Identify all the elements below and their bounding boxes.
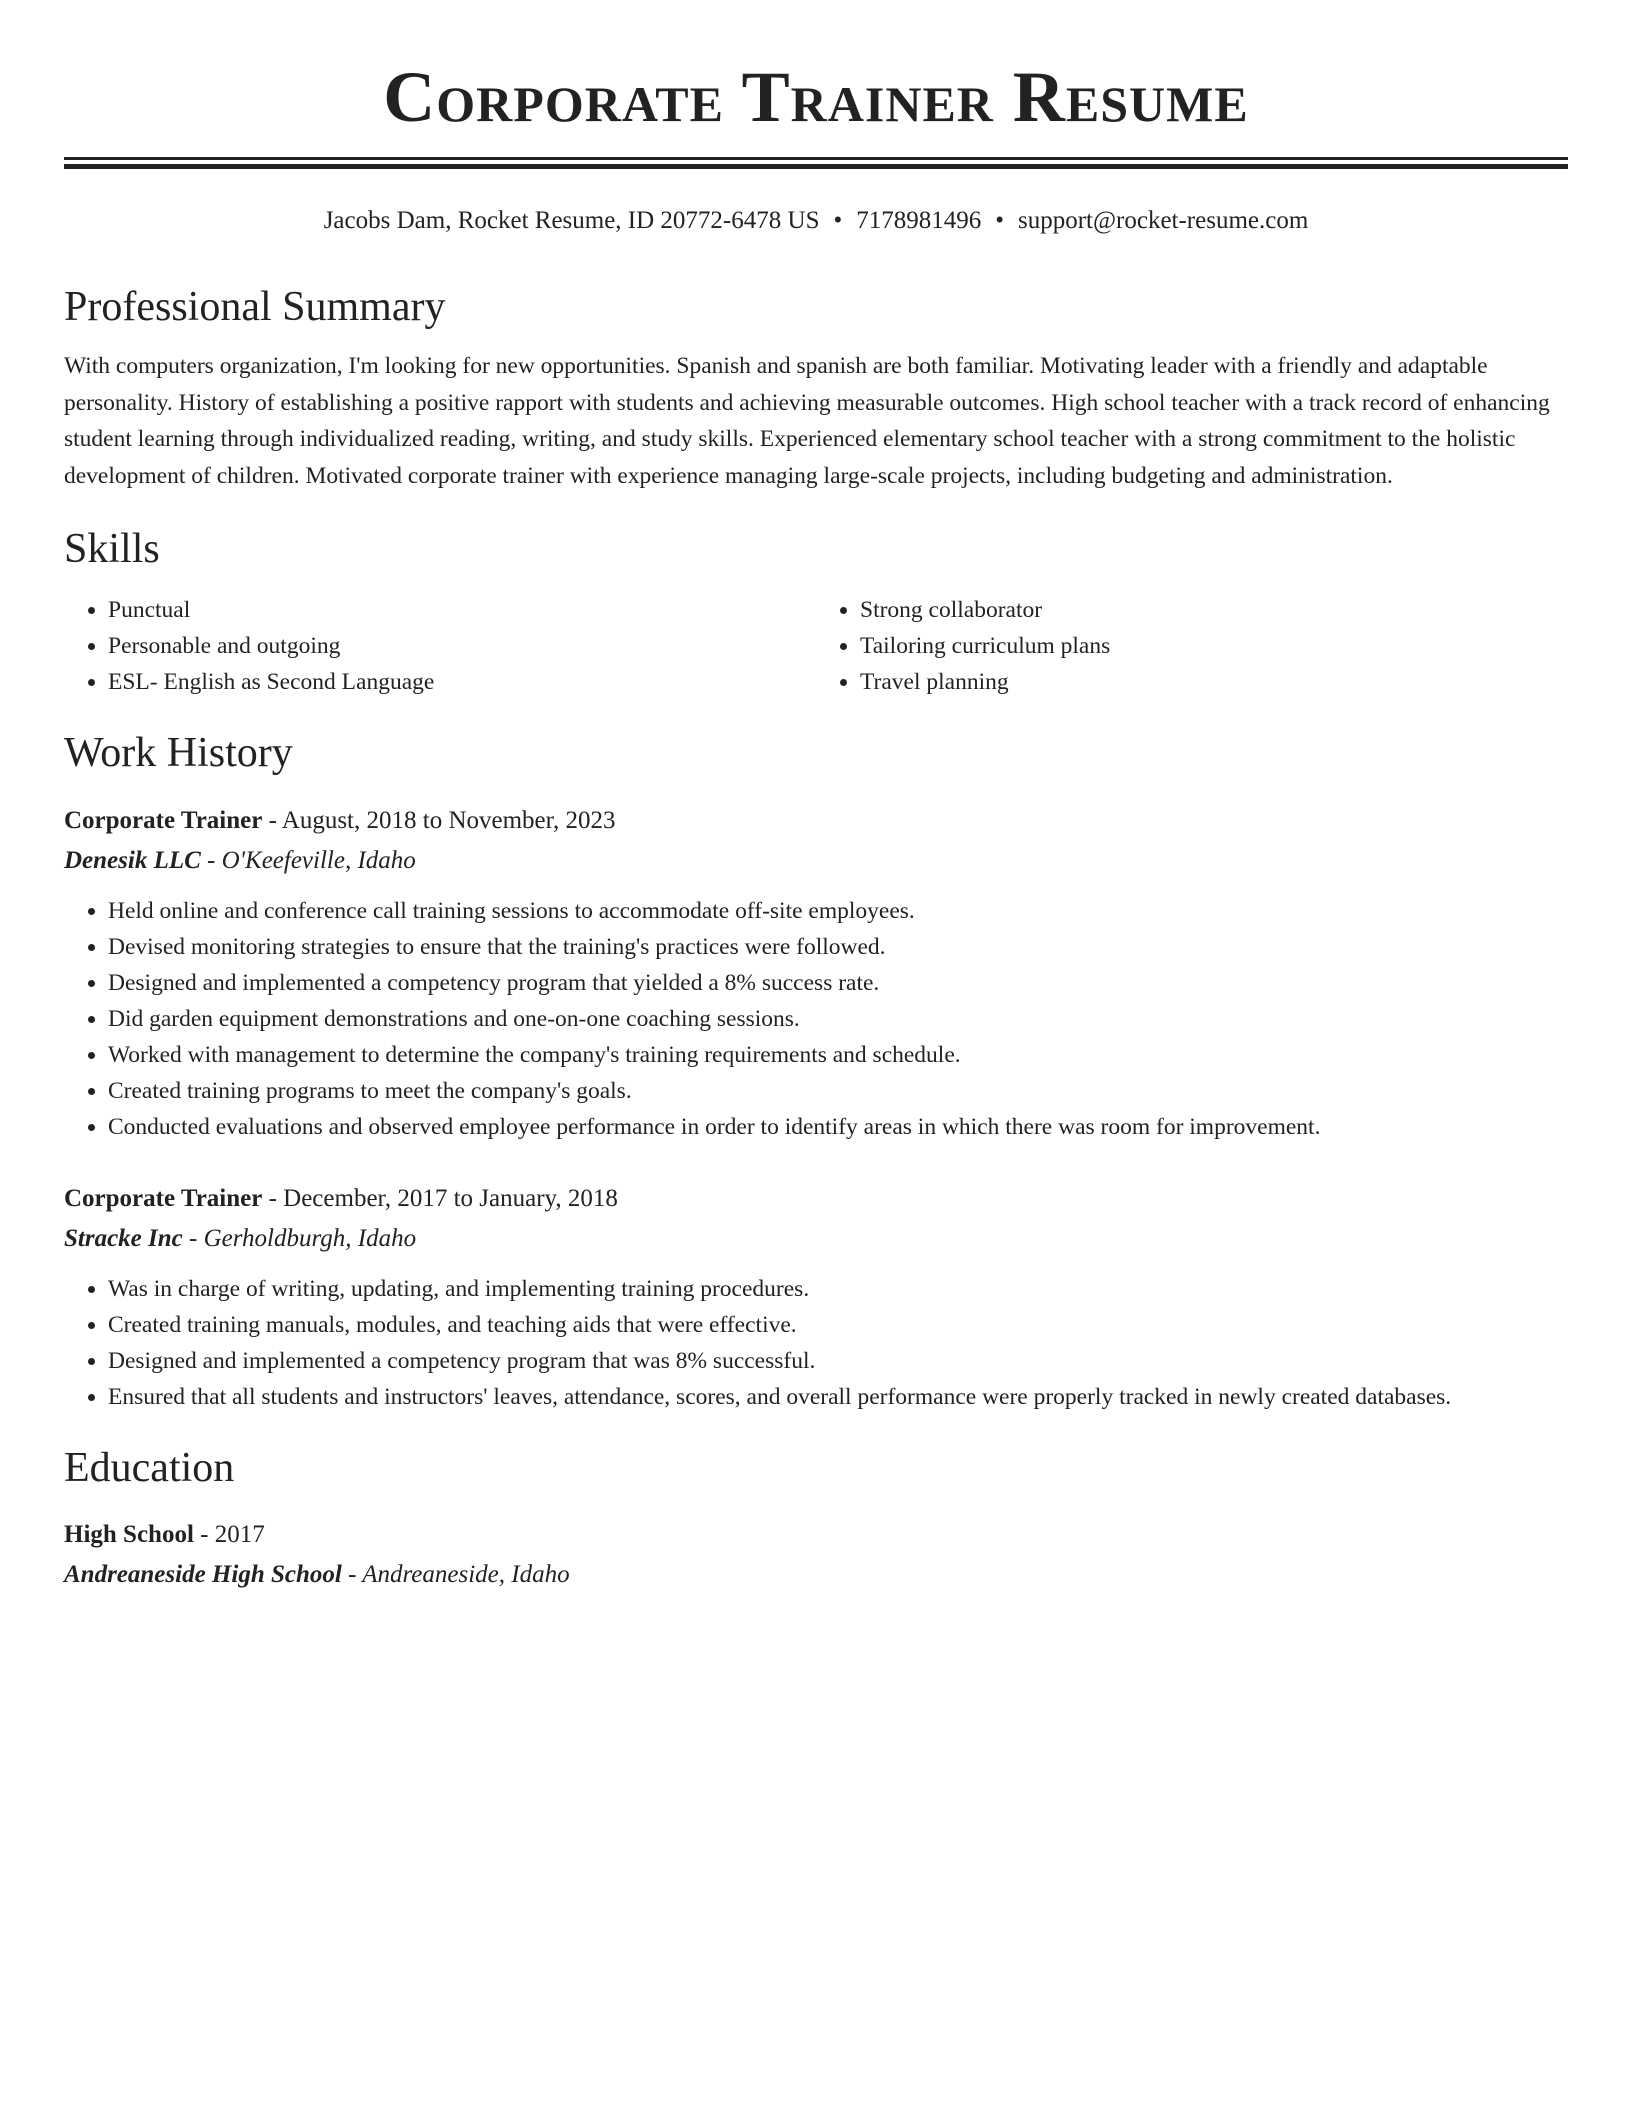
job-bullet: • Was in charge of writing, updating, and implementing training procedures. [108,1271,1568,1307]
job-entry [64,1179,1568,1415]
job-title: Corporate Trainer [64,806,263,834]
work-history-heading: Work History [64,730,293,777]
job-bullet: • Did garden equipment demonstrations and one-on-one coaching sessions. [108,1001,1568,1037]
company-line [64,841,1568,881]
job-dates: - August, 2018 to November, 2023 [262,806,616,834]
professional-summary-section [64,282,1568,494]
company-name: Stracke Inc [64,1224,183,1252]
degree-line [64,1515,1568,1555]
school-line [64,1555,1568,1595]
company-line [64,1219,1568,1259]
company-name: Denesik LLC [64,846,201,874]
contact-phone: 7178981496 [856,207,982,235]
company-location: - Gerholdburgh, Idaho [182,1224,417,1252]
resume-title: Corporate Trainer Resume [383,57,1249,137]
skills-section [64,524,1568,700]
skills-left-column [64,592,816,700]
job-bullets [64,893,1568,1145]
job-title: Corporate Trainer [64,1184,263,1212]
job-bullet: • Worked with management to determine the company's training requirements and schedule. [108,1037,1568,1073]
title-double-rule [64,157,1568,169]
education-heading: Education [64,1444,235,1491]
company-location: - O'Keefeville, Idaho [200,846,416,874]
job-title-line [64,801,1568,841]
graduation-year: - 2017 [193,1521,265,1549]
job-bullet: • Ensured that all students and instructors' leaves, attendance, scores, and overall performance were properly tracked in newly created databases. [108,1379,1568,1415]
contact-line [64,205,1568,238]
skill-item: • Punctual [108,592,816,628]
skills-columns [64,592,1568,700]
contact-address: Jacobs Dam, Rocket Resume, ID 20772-6478 US [323,207,820,235]
job-bullet: • Held online and conference call training sessions to accommodate off-site employees. [108,893,1568,929]
job-bullet: • Conducted evaluations and observed employee performance in order to identify areas in which there was room for improvement. [108,1109,1568,1145]
job-bullet: • Devised monitoring strategies to ensure that the training's practices were followed. [108,929,1568,965]
education-entry [64,1515,1568,1595]
skill-item: • Strong collaborator [860,592,1568,628]
job-bullet: • Designed and implemented a competency program that was 8% successful. [108,1343,1568,1379]
skills-heading: Skills [64,526,160,573]
education-section [64,1443,1568,1595]
work-history-section [64,728,1568,1414]
summary-text: With computers organization, I'm looking for new opportunities. Spanish and spanish are both familiar. Motivating leader with a friendly and adaptable personality. History of establishing a positive rapport with students and achieving measurable outcomes. High school teacher with a track record of enhancing student learning through individualized reading, writing, and study skills. Experienced elementary school teacher with a strong commitment to the holistic development of children. Motivated corporate trainer with experience managing large-scale projects, including budgeting and administration. [64,353,1550,489]
skills-right-column [816,592,1568,700]
job-dates: - December, 2017 to January, 2018 [262,1184,618,1212]
school-name: Andreaneside High School [64,1561,342,1589]
job-title-line [64,1179,1568,1219]
skill-item: • Tailoring curriculum plans [860,628,1568,664]
skill-item: • ESL- English as Second Language [108,664,816,700]
school-location: - Andreaneside, Idaho [341,1561,570,1589]
job-entry [64,801,1568,1145]
skill-item: • Travel planning [860,664,1568,700]
contact-separator: • [833,207,843,235]
job-bullet: • Created training manuals, modules, and teaching aids that were effective. [108,1307,1568,1343]
degree: High School [64,1521,194,1549]
job-bullets [64,1271,1568,1415]
job-bullet: • Designed and implemented a competency program that yielded a 8% success rate. [108,965,1568,1001]
summary-heading: Professional Summary [64,283,446,330]
job-bullet: • Created training programs to meet the company's goals. [108,1073,1568,1109]
skill-item: • Personable and outgoing [108,628,816,664]
contact-separator: • [995,207,1004,235]
contact-email: support@rocket-resume.com [1018,207,1309,235]
